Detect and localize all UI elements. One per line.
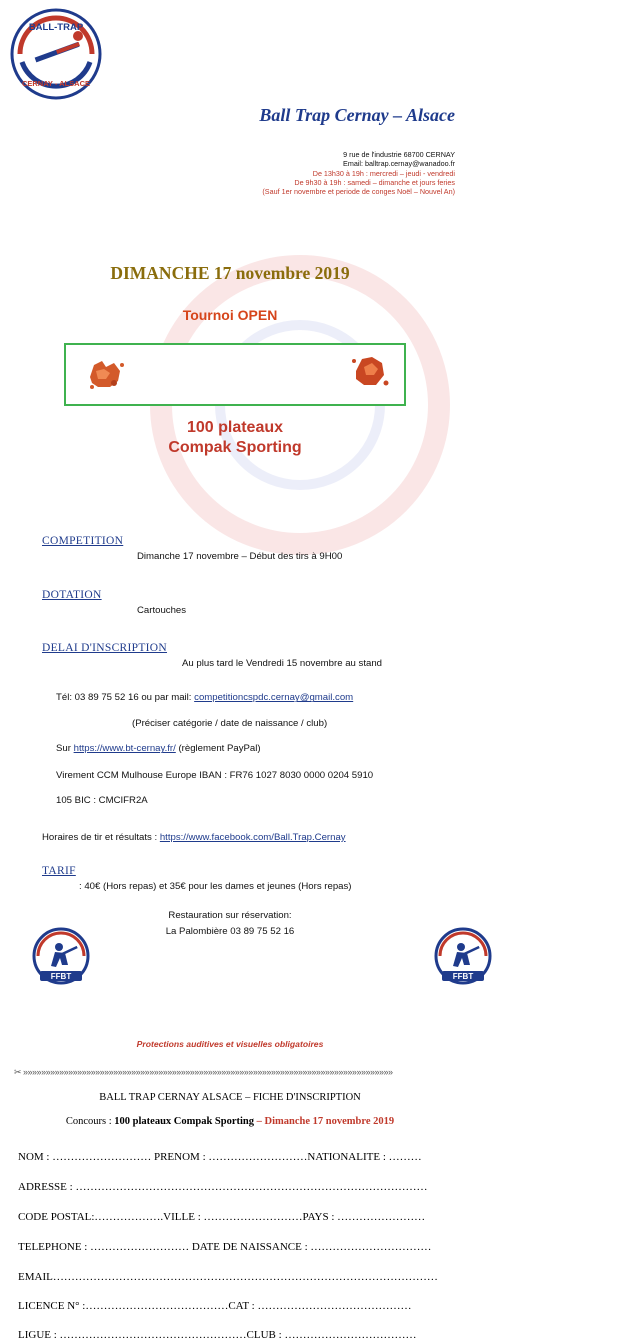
competition-label: COMPETITION bbox=[42, 535, 124, 548]
ffbt-text: FFBT bbox=[453, 972, 474, 982]
tournament-title: Tournoi OPEN bbox=[182, 307, 278, 324]
box-line-1: 100 plateaux bbox=[186, 419, 284, 437]
address-line: 9 rue de l'industrie 68700 CERNAY bbox=[343, 150, 455, 159]
logo-text-top: BALL-TRAP bbox=[28, 22, 84, 33]
contact-sur bbox=[56, 743, 456, 756]
form-subtitle bbox=[0, 1116, 460, 1127]
form-line-ligue[interactable]: LIGUE : ……………………………………………CLUB : ……………………………… bbox=[18, 1329, 417, 1341]
sur-suffix: (règlement PayPal) bbox=[175, 743, 261, 755]
form-line-adresse[interactable]: ADRESSE : …………………………………………………………………………………… bbox=[18, 1181, 428, 1194]
contact-tel bbox=[56, 692, 456, 705]
tel-prefix: Tél: 03 89 75 52 16 ou par mail: bbox=[56, 692, 195, 704]
form-line-code-postal[interactable]: CODE POSTAL:……………….VILLE : ………………………PAYS : …………………… bbox=[18, 1211, 426, 1224]
tarif-row bbox=[42, 861, 502, 879]
hours-line-2: De 9h30 à 19h : samedi – dimanche et jours feries bbox=[294, 177, 455, 187]
form-sub-bold: 100 plateaux Compak Sporting bbox=[114, 1116, 255, 1128]
facebook-link[interactable]: https://www.facebook.com/Ball.Trap.Cernay bbox=[159, 831, 346, 843]
ffbt-badge-icon bbox=[434, 927, 492, 985]
event-box-text bbox=[64, 418, 406, 458]
org-name: Ball Trap Cernay – Alsace bbox=[259, 105, 455, 125]
dotation-value: Cartouches bbox=[137, 605, 187, 617]
tarif-value: : 40€ (Hors repas) et 35€ pour les dames et jeunes (Hors repas) bbox=[79, 881, 352, 893]
delai-value: Au plus tard le Vendredi 15 novembre au stand bbox=[182, 658, 383, 670]
box-line-2: Compak Sporting bbox=[168, 439, 302, 457]
form-line-email[interactable]: EMAIL…………………………………………………………………………………………… bbox=[18, 1271, 438, 1284]
ffbt-badge-icon bbox=[32, 927, 90, 985]
competition-email-link[interactable]: competitioncspdc.cernay@gmail.com bbox=[194, 692, 354, 704]
protection-note: Protections auditives et visuelles obligatoires bbox=[136, 1039, 324, 1050]
tarif-label: TARIF bbox=[42, 865, 76, 878]
form-sub-dash: – bbox=[254, 1116, 265, 1128]
form-sub-prefix: Concours : bbox=[65, 1116, 115, 1128]
email-line: Email: balltrap.cernay@wanadoo.fr bbox=[343, 159, 455, 169]
org-address-block bbox=[200, 150, 455, 196]
form-line-licence[interactable]: LICENCE N° :…………………………………CAT : …………………………………… bbox=[18, 1300, 412, 1313]
form-line-telephone[interactable]: TELEPHONE : ……………………… DATE DE NAISSANCE : …………………………… bbox=[18, 1241, 432, 1254]
event-date: DIMANCHE 17 novembre 2019 bbox=[110, 263, 350, 284]
virement-line-1: Virement CCM Mulhouse Europe IBAN : FR76 1027 8030 0000 0204 5910 bbox=[56, 769, 374, 781]
sur-prefix: Sur bbox=[56, 743, 74, 755]
dotation-label: DOTATION bbox=[42, 589, 102, 602]
clay-target-icon bbox=[348, 353, 392, 389]
restauration-line-2: La Palombière 03 89 75 52 16 bbox=[165, 925, 295, 937]
hours-line-1: De 13h30 à 19h : mercredi – jeudi - vendredi bbox=[312, 168, 455, 178]
hours-line-3: (Sauf 1er novembre et periode de conges Noël – Nouvel An) bbox=[262, 187, 455, 197]
restauration-line-1: Restauration sur réservation: bbox=[168, 910, 292, 922]
horaires-prefix: Horaires de tir et résultats : bbox=[42, 831, 160, 843]
website-link[interactable]: https://www.bt-cernay.fr/ bbox=[73, 743, 176, 755]
competition-value: Dimanche 17 novembre – Début des tirs à 9H00 bbox=[137, 551, 343, 563]
form-title: BALL TRAP CERNAY ALSACE – FICHE D'INSCRIPTION bbox=[99, 1092, 361, 1104]
delai-label: DELAI D'INSCRIPTION bbox=[42, 642, 168, 655]
delai-row bbox=[42, 638, 502, 656]
horaires-line bbox=[42, 832, 457, 845]
event-box bbox=[64, 343, 406, 406]
logo-text-bottom: CERNAY - ALSACE bbox=[21, 79, 91, 88]
form-sub-date: Dimanche 17 novembre 2019 bbox=[264, 1116, 395, 1128]
clay-target-icon bbox=[84, 357, 128, 393]
cut-line: ✂ »»»»»»»»»»»»»»»»»»»»»»»»»»»»»»»»»»»»»»»»»»»»»»»»»»»»»»»»»»»»»»»»»»»»»»»»»»»»»»»»»» bbox=[14, 1067, 393, 1078]
ffbt-text: FFBT bbox=[50, 972, 72, 982]
competition-row bbox=[42, 531, 502, 549]
dotation-row bbox=[42, 585, 502, 603]
virement-line-2: 105 BIC : CMCIFR2A bbox=[56, 795, 148, 807]
tel-note: (Préciser catégorie / date de naissance / club) bbox=[132, 717, 328, 729]
form-line-nom[interactable]: NOM : ……………………… PRENOM : ………………………NATIONALITE : ……… bbox=[18, 1151, 422, 1164]
club-logo bbox=[6, 6, 106, 102]
